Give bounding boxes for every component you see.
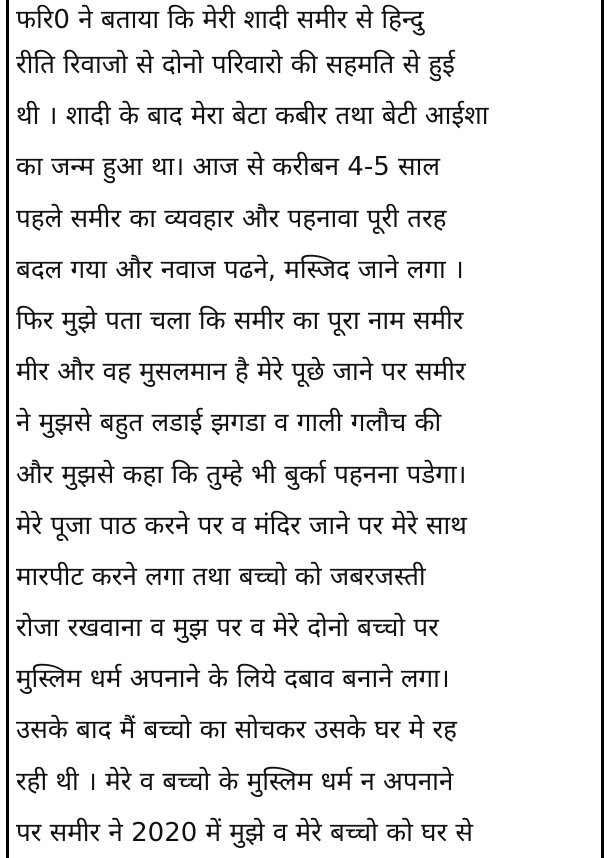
- text-line: का जन्म हुआ था। आज से करीबन 4-5 साल: [16, 152, 440, 183]
- text-line: मारपीट करने लगा तथा बच्चो को जबरजस्ती: [16, 561, 426, 592]
- left-border-line: [6, 0, 9, 858]
- text-line: मुस्लिम धर्म अपनाने के लिये दबाव बनाने लगा।: [16, 664, 450, 695]
- text-line: थी । शादी के बाद मेरा बेटा कबीर तथा बेटी आईशा: [16, 101, 489, 132]
- text-line: रोजा रखवाना व मुझ पर व मेरे दोनो बच्चो पर: [16, 613, 439, 644]
- text-line: रही थी । मेरे व बच्चो के मुस्लिम धर्म न अपनाने: [16, 766, 454, 797]
- text-line: और मुझसे कहा कि तुम्हे भी बुर्का पहनना पडेगा।: [16, 459, 467, 490]
- text-line: मेरे पूजा पाठ करने पर व मंदिर जाने पर मेरे साथ: [16, 510, 467, 541]
- text-line: ने मुझसे बहुत लडाई झगडा व गाली गलौच की: [16, 408, 442, 439]
- text-line: फिर मुझे पता चला कि समीर का पूरा नाम समीर: [16, 305, 464, 336]
- text-line: रीति रिवाजो से दोनो परिवारो की सहमति से हुई: [16, 50, 455, 80]
- text-line: उसके बाद मैं बच्चो का सोचकर उसके घर मे रह: [16, 715, 457, 746]
- text-line: मीर और वह मुसलमान है मेरे पूछे जाने पर समीर: [16, 357, 466, 388]
- text-line: पहले समीर का व्यवहार और पहनावा पूरी तरह: [16, 203, 447, 234]
- text-line: पर समीर ने 2020 में मुझे व मेरे बच्चो को घर से: [16, 817, 473, 848]
- right-border-line: [601, 0, 604, 858]
- text-line: फरि0 ने बताया कि मेरी शादी समीर से हिन्दु: [16, 5, 424, 35]
- statement-text-block: [16, 0, 600, 858]
- text-line: बदल गया और नवाज पढने, मस्जिद जाने लगा ।: [16, 254, 464, 285]
